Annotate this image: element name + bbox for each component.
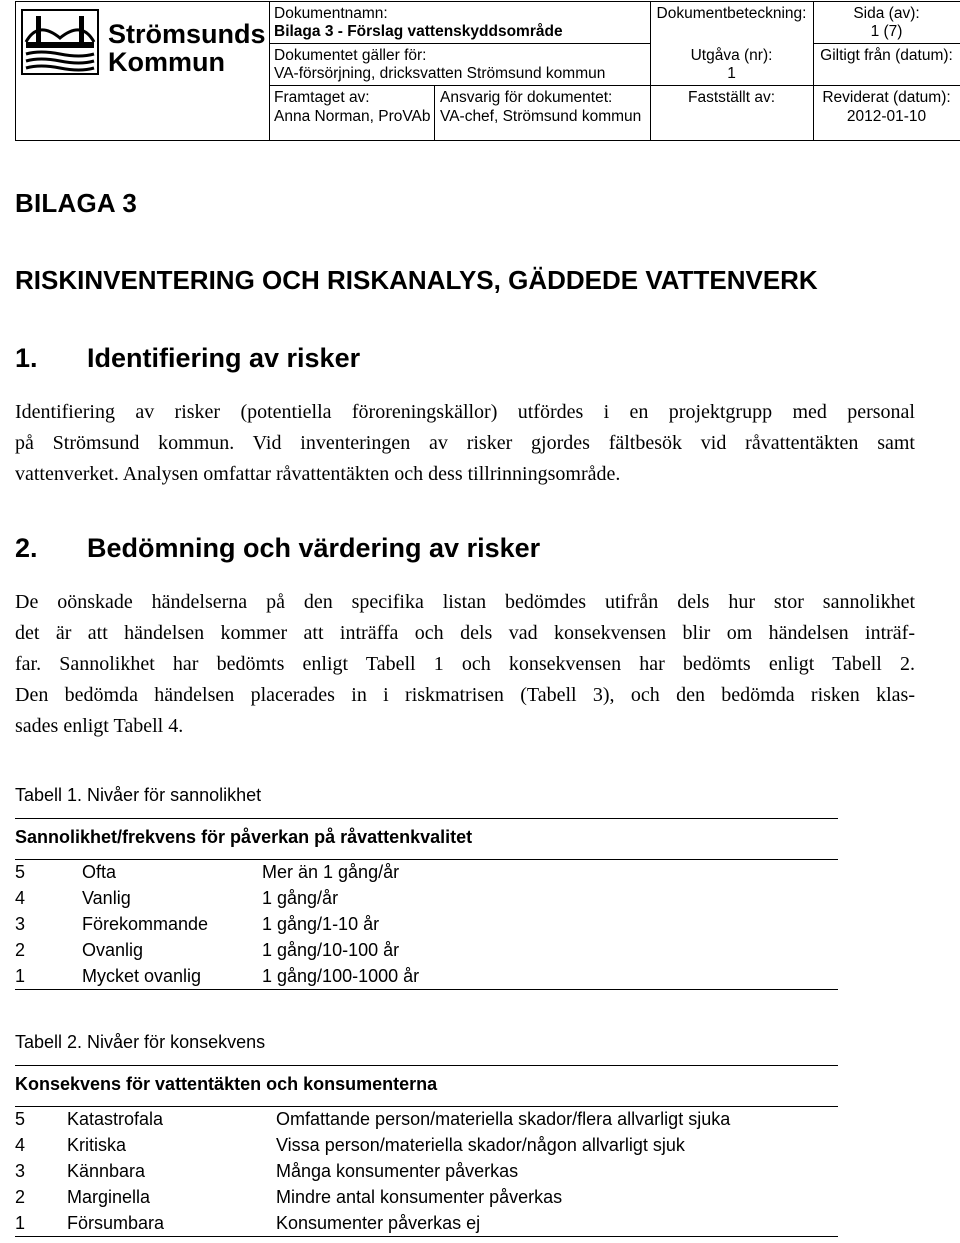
appendix-title: BILAGA 3 [15, 188, 137, 218]
paragraph-line: far. Sannolikhet har bedömts enligt Tabell 1 och konsekvensen har bedömts enligt Tabell 2. [15, 653, 915, 675]
table-1-rule-top [15, 818, 838, 819]
description-cell: 1 gång/1-10 år [262, 914, 380, 934]
level-cell: 1 [15, 1213, 26, 1233]
level-name-cell: Kännbara [67, 1161, 146, 1181]
level-cell: 2 [15, 1187, 26, 1207]
paragraph-line: De oönskade händelserna på den specifika listan bedömdes utifrån dels hur stor sannolikhet [15, 591, 915, 613]
level-name-cell: Kritiska [67, 1135, 127, 1155]
header-divider [813, 43, 960, 44]
table-2-heading: Konsekvens för vattentäkten och konsumenterna [15, 1074, 438, 1094]
section-2-paragraph [15, 587, 915, 742]
level-cell: 5 [15, 1109, 26, 1129]
applies-value: VA-försörjning, dricksvatten Strömsund kommun [274, 65, 606, 82]
table-2-rule-top [15, 1065, 838, 1066]
table-1-caption: Tabell 1. Nivåer för sannolikhet [15, 785, 262, 805]
level-name-cell: Mycket ovanlig [82, 966, 202, 986]
header-divider [434, 85, 435, 141]
description-cell: 1 gång/år [262, 888, 339, 908]
prepared-value: Anna Norman, ProVAb [274, 108, 431, 125]
description-cell: Mindre antal konsumenter påverkas [276, 1187, 563, 1207]
section-2-title: Bedömning och värdering av risker [87, 533, 541, 563]
responsible-value: VA-chef, Strömsund kommun [440, 108, 642, 125]
header-border-left [15, 1, 16, 141]
table-1-rule-mid [15, 859, 838, 860]
valid-from-label: Giltigt från (datum): [820, 47, 953, 64]
level-name-cell: Ofta [82, 862, 117, 882]
description-cell: Omfattande person/materiella skador/flera allvarligt sjuka [276, 1109, 731, 1129]
edition-label: Utgåva (nr): [690, 47, 773, 64]
prepared-label: Framtaget av: [274, 89, 370, 106]
table-1-rule-bottom [15, 989, 838, 990]
level-name-cell: Förekommande [82, 914, 209, 934]
section-1-paragraph [15, 397, 915, 490]
level-cell: 3 [15, 1161, 26, 1181]
level-name-cell: Ovanlig [82, 940, 144, 960]
edition-value: 1 [727, 65, 736, 82]
approved-label: Fastställt av: [688, 89, 775, 106]
level-cell: 5 [15, 862, 26, 882]
header-divider [269, 1, 270, 141]
responsible-label: Ansvarig för dokumentet: [440, 89, 613, 106]
section-2-number: 2. [15, 533, 38, 563]
section-1-heading [15, 343, 360, 374]
section-1-number: 1. [15, 343, 38, 373]
header-divider [269, 43, 650, 44]
municipality-logo [20, 8, 266, 78]
applies-label: Dokumentet gäller för: [274, 47, 427, 64]
logo-text-line1: Strömsunds [108, 19, 266, 49]
description-cell: 1 gång/10-100 år [262, 940, 400, 960]
doc-name-value: Bilaga 3 - Förslag vattenskyddsområde [274, 23, 563, 40]
level-cell: 4 [15, 888, 26, 908]
paragraph-line: på Strömsund kommun. Vid inventeringen av risker gjordes fältbesök vid råvattentäkten samt [15, 432, 915, 454]
section-1-title: Identifiering av risker [87, 343, 361, 373]
level-name-cell: Marginella [67, 1187, 151, 1207]
table-2-rule-bottom [15, 1236, 838, 1237]
doc-name-label: Dokumentnamn: [274, 5, 388, 22]
bridge-logo-icon [20, 8, 100, 76]
level-name-cell: Försumbara [67, 1213, 165, 1233]
level-cell: 2 [15, 940, 26, 960]
document-title: RISKINVENTERING OCH RISKANALYS, GÄDDEDE VATTENVERK [15, 265, 818, 295]
level-cell: 4 [15, 1135, 26, 1155]
header-divider [650, 85, 960, 86]
page-value: 1 (7) [870, 23, 903, 40]
description-cell: Vissa person/materiella skador/någon allvarligt sjuk [276, 1135, 685, 1155]
revised-value: 2012-01-10 [846, 108, 927, 125]
paragraph-line: sades enligt Tabell 4. [15, 715, 184, 737]
paragraph-line: det är att händelsen kommer att inträffa och dels vad konsekvensen blir om händelsen inträf- [15, 622, 915, 644]
level-name-cell: Vanlig [82, 888, 131, 908]
description-cell: Konsumenter påverkas ej [276, 1213, 481, 1233]
level-name-cell: Katastrofala [67, 1109, 164, 1129]
page-label: Sida (av): [853, 5, 920, 22]
paragraph-line: Den bedömda händelsen placerades in i riskmatrisen (Tabell 3), och den bedömda risken klas- [15, 684, 915, 706]
level-cell: 1 [15, 966, 26, 986]
section-2-heading [15, 533, 540, 564]
description-cell: Många konsumenter påverkas [276, 1161, 519, 1181]
level-cell: 3 [15, 914, 26, 934]
paragraph-line: vattenverket. Analysen omfattar råvattentäkten och dess tillrinningsområde. [15, 463, 621, 485]
header-divider [269, 85, 650, 86]
paragraph-line: Identifiering av risker (potentiella föroreningskällor) utfördes i en projektgrupp med personal [15, 401, 915, 423]
logo-text-line2: Kommun [108, 47, 225, 77]
table-2-caption: Tabell 2. Nivåer för konsekvens [15, 1032, 266, 1052]
table-1-heading: Sannolikhet/frekvens för påverkan på råvattenkvalitet [15, 827, 473, 847]
designation-label: Dokumentbeteckning: [656, 5, 807, 22]
revised-label: Reviderat (datum): [822, 89, 951, 106]
description-cell: Mer än 1 gång/år [262, 862, 400, 882]
description-cell: 1 gång/100-1000 år [262, 966, 420, 986]
